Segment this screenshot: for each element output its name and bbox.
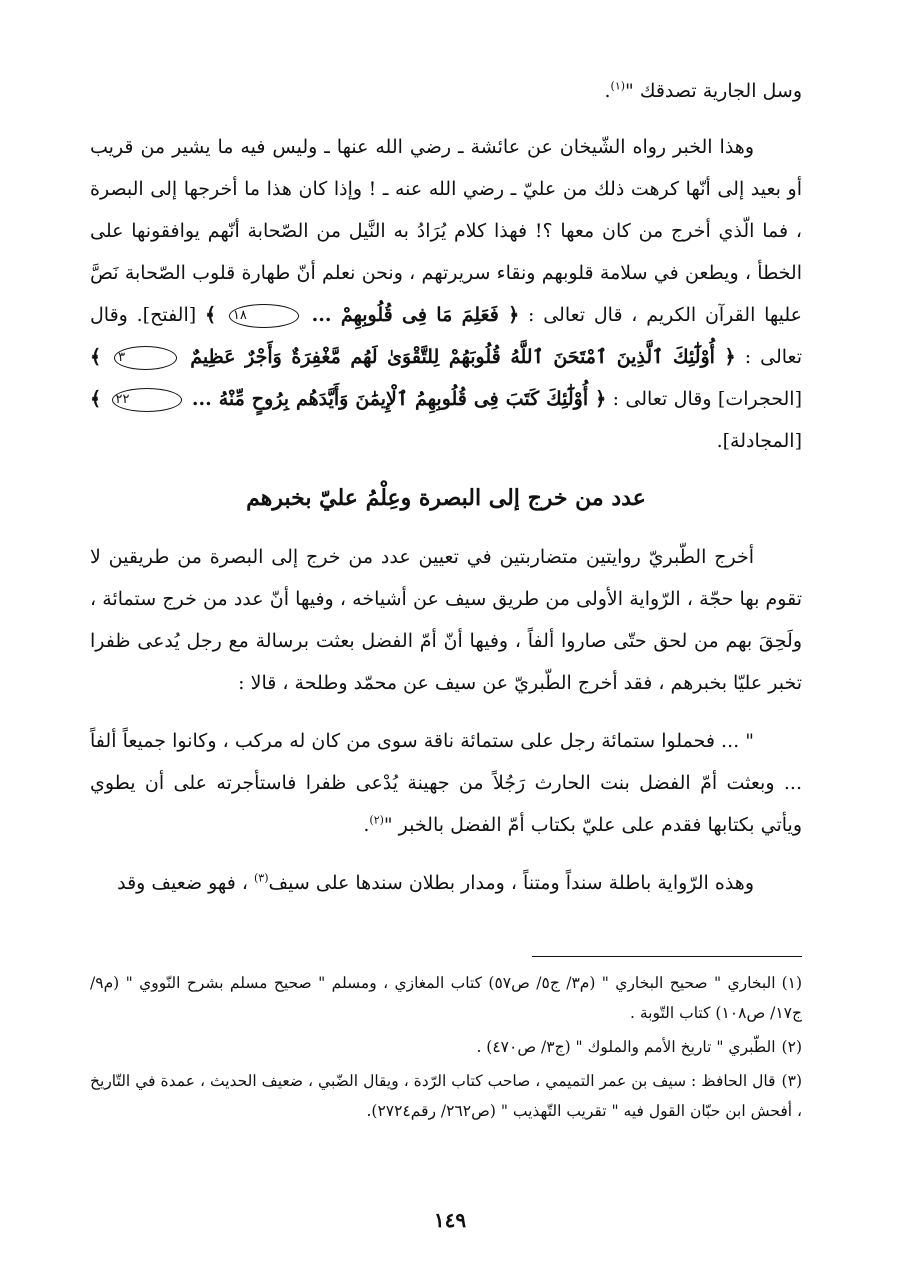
- main-text: [90, 70, 802, 920]
- paragraph-2: وهذا الخبر رواه الشّيخان عن عائشة ـ رضي الله عنها ـ وليس فيه ما يشير من قريب أو بعيد إلى أنّها كرهت ذلك من عليّ ـ رضي الله عنه ـ ! وإذا كان هذا ما أخرجها إلى البصرة ، فما الّذي أخرج من كان معها ؟! فهذا كلام يُرَادُ به النَّيل من الصّحابة أنّهم يوافقونها على الخطأ ، ويطعن في سلامة قلوبهم ونقاء سريرتهم ، ونحن نعلم أنّ طهارة قلوب الصّحابة نَصَّ عليها القرآن الكريم ، قال تعالى : ﴿ فَعَلِمَ مَا فِى قُلُوبِهِمْ ... ١٨ ﴾ [الفتح]. وقال تعالى : ﴿ أُوْلَٰٓئِكَ ٱلَّذِينَ ٱمْتَحَنَ ٱللَّهُ قُلُوبَهُمْ لِلتَّقْوَىٰ لَهُم مَّغْفِرَةٌ وَأَجْرٌ عَظِيمٌ ٣ ﴾ [الحجرات] وقال تعالى : ﴿ أُوْلَٰٓئِكَ كَتَبَ فِى قُلُوبِهِمُ ٱلْإِيمَٰنَ وَأَيَّدَهُم بِرُوحٍ مِّنْهُ ... ٢٢ ﴾ [المجادلة].: [90, 136, 803, 452]
- page-number: ١٤٩: [433, 1208, 467, 1232]
- footnote-divider: [532, 956, 802, 957]
- quran-verse-2: ﴿ أُوْلَٰٓئِكَ ٱلَّذِينَ ٱمْتَحَنَ ٱللَّهُ قُلُوبَهُمْ لِلتَّقْوَىٰ لَهُم مَّغْفِرَةٌ وَأَجْرٌ عَظِيمٌ: [190, 346, 736, 368]
- paragraph-4-quote: " ... فحملوا ستمائة رجل على ستمائة ناقة سوى من كان له مركب ، وكانوا جميعاً ألفاً ... وبعثت أمّ الفضل بنت الحارث رَجُلاً من جهينة يُدْعى ظفرا فاستأجرته على أن يطوي ويأتي بكتابها فقدم على عليّ بكتاب أمّ الفضل بالخبر "$^{(٢)}$.: [90, 730, 802, 836]
- footnotes: [90, 968, 802, 1130]
- footnote-3: (٣)قال الحافظ : سيف بن عمر التميمي ، صاحب كتاب الرّدة ، ويقال الضّبي ، ضعيف الحديث ، عمدة في التّاريخ ، أفحش ابن حبّان القول فيه " تقريب التّهذيب " (ص٢٦٢/ رقم٢٧٢٤).: [90, 1072, 802, 1120]
- footnote-1: (١)البخاري " صحيح البخاري " (م٣/ ج٥/ ص٥٧) كتاب المغازي ، ومسلم " صحيح مسلم بشرح النّووي " (م٩/ ج١٧/ ص١٠٨) كتاب التّوبة .: [90, 974, 803, 1022]
- quran-verse-3: ﴿ أُوْلَٰٓئِكَ كَتَبَ فِى قُلُوبِهِمُ ٱلْإِيمَٰنَ وَأَيَّدَهُم بِرُوحٍ مِّنْهُ ...: [191, 388, 607, 410]
- footnote-ref-2[interactable]: (٢): [369, 813, 384, 827]
- paragraph-3: أخرج الطّبريّ روايتين متضاربتين في تعيين عدد من خرج إلى البصرة من طريقين لا تقوم بها حجّة ، الرّواية الأولى من طريق سيف عن أشياخه ، وفيها أنّ عدد من خرج ستمائة ، ولَحِقَ بهم من لحق حتّى صاروا ألفاً ، وفيها أنّ أمّ الفضل بعثت برسالة مع رجل يُدعى ظفرا تخبر عليّا بخبرهم ، فقد أخرج الطّبريّ عن سيف عن محمّد وطلحة ، قالا :: [90, 546, 802, 694]
- section-heading: عدد من خرج إلى البصرة وعِلْمُ عليّ بخبرهم: [246, 485, 646, 511]
- footnote-ref-3[interactable]: (٣): [254, 871, 269, 885]
- paragraph-1: وسل الجارية تصدقك "$^{(١)}$.: [604, 79, 802, 102]
- footnote-ref-1[interactable]: (١): [610, 79, 626, 93]
- quran-verse-1: ﴿ فَعَلِمَ مَا فِى قُلُوبِهِمْ ...: [311, 304, 520, 326]
- paragraph-5: وهذه الرّواية باطلة سنداً ومتناً ، ومدار بطلان سندها على سيف$^{(٣)}$ ، فهو ضعيف وقد: [117, 871, 754, 894]
- verse-number-2: ٣: [114, 346, 177, 370]
- verse-number-1: ١٨: [229, 304, 299, 328]
- footnote-2: (٢)الطّبري " تاريخ الأمم والملوك " (ج٣/ ص٤٧٠) .: [476, 1038, 802, 1056]
- verse-number-3: ٢٢: [112, 388, 182, 412]
